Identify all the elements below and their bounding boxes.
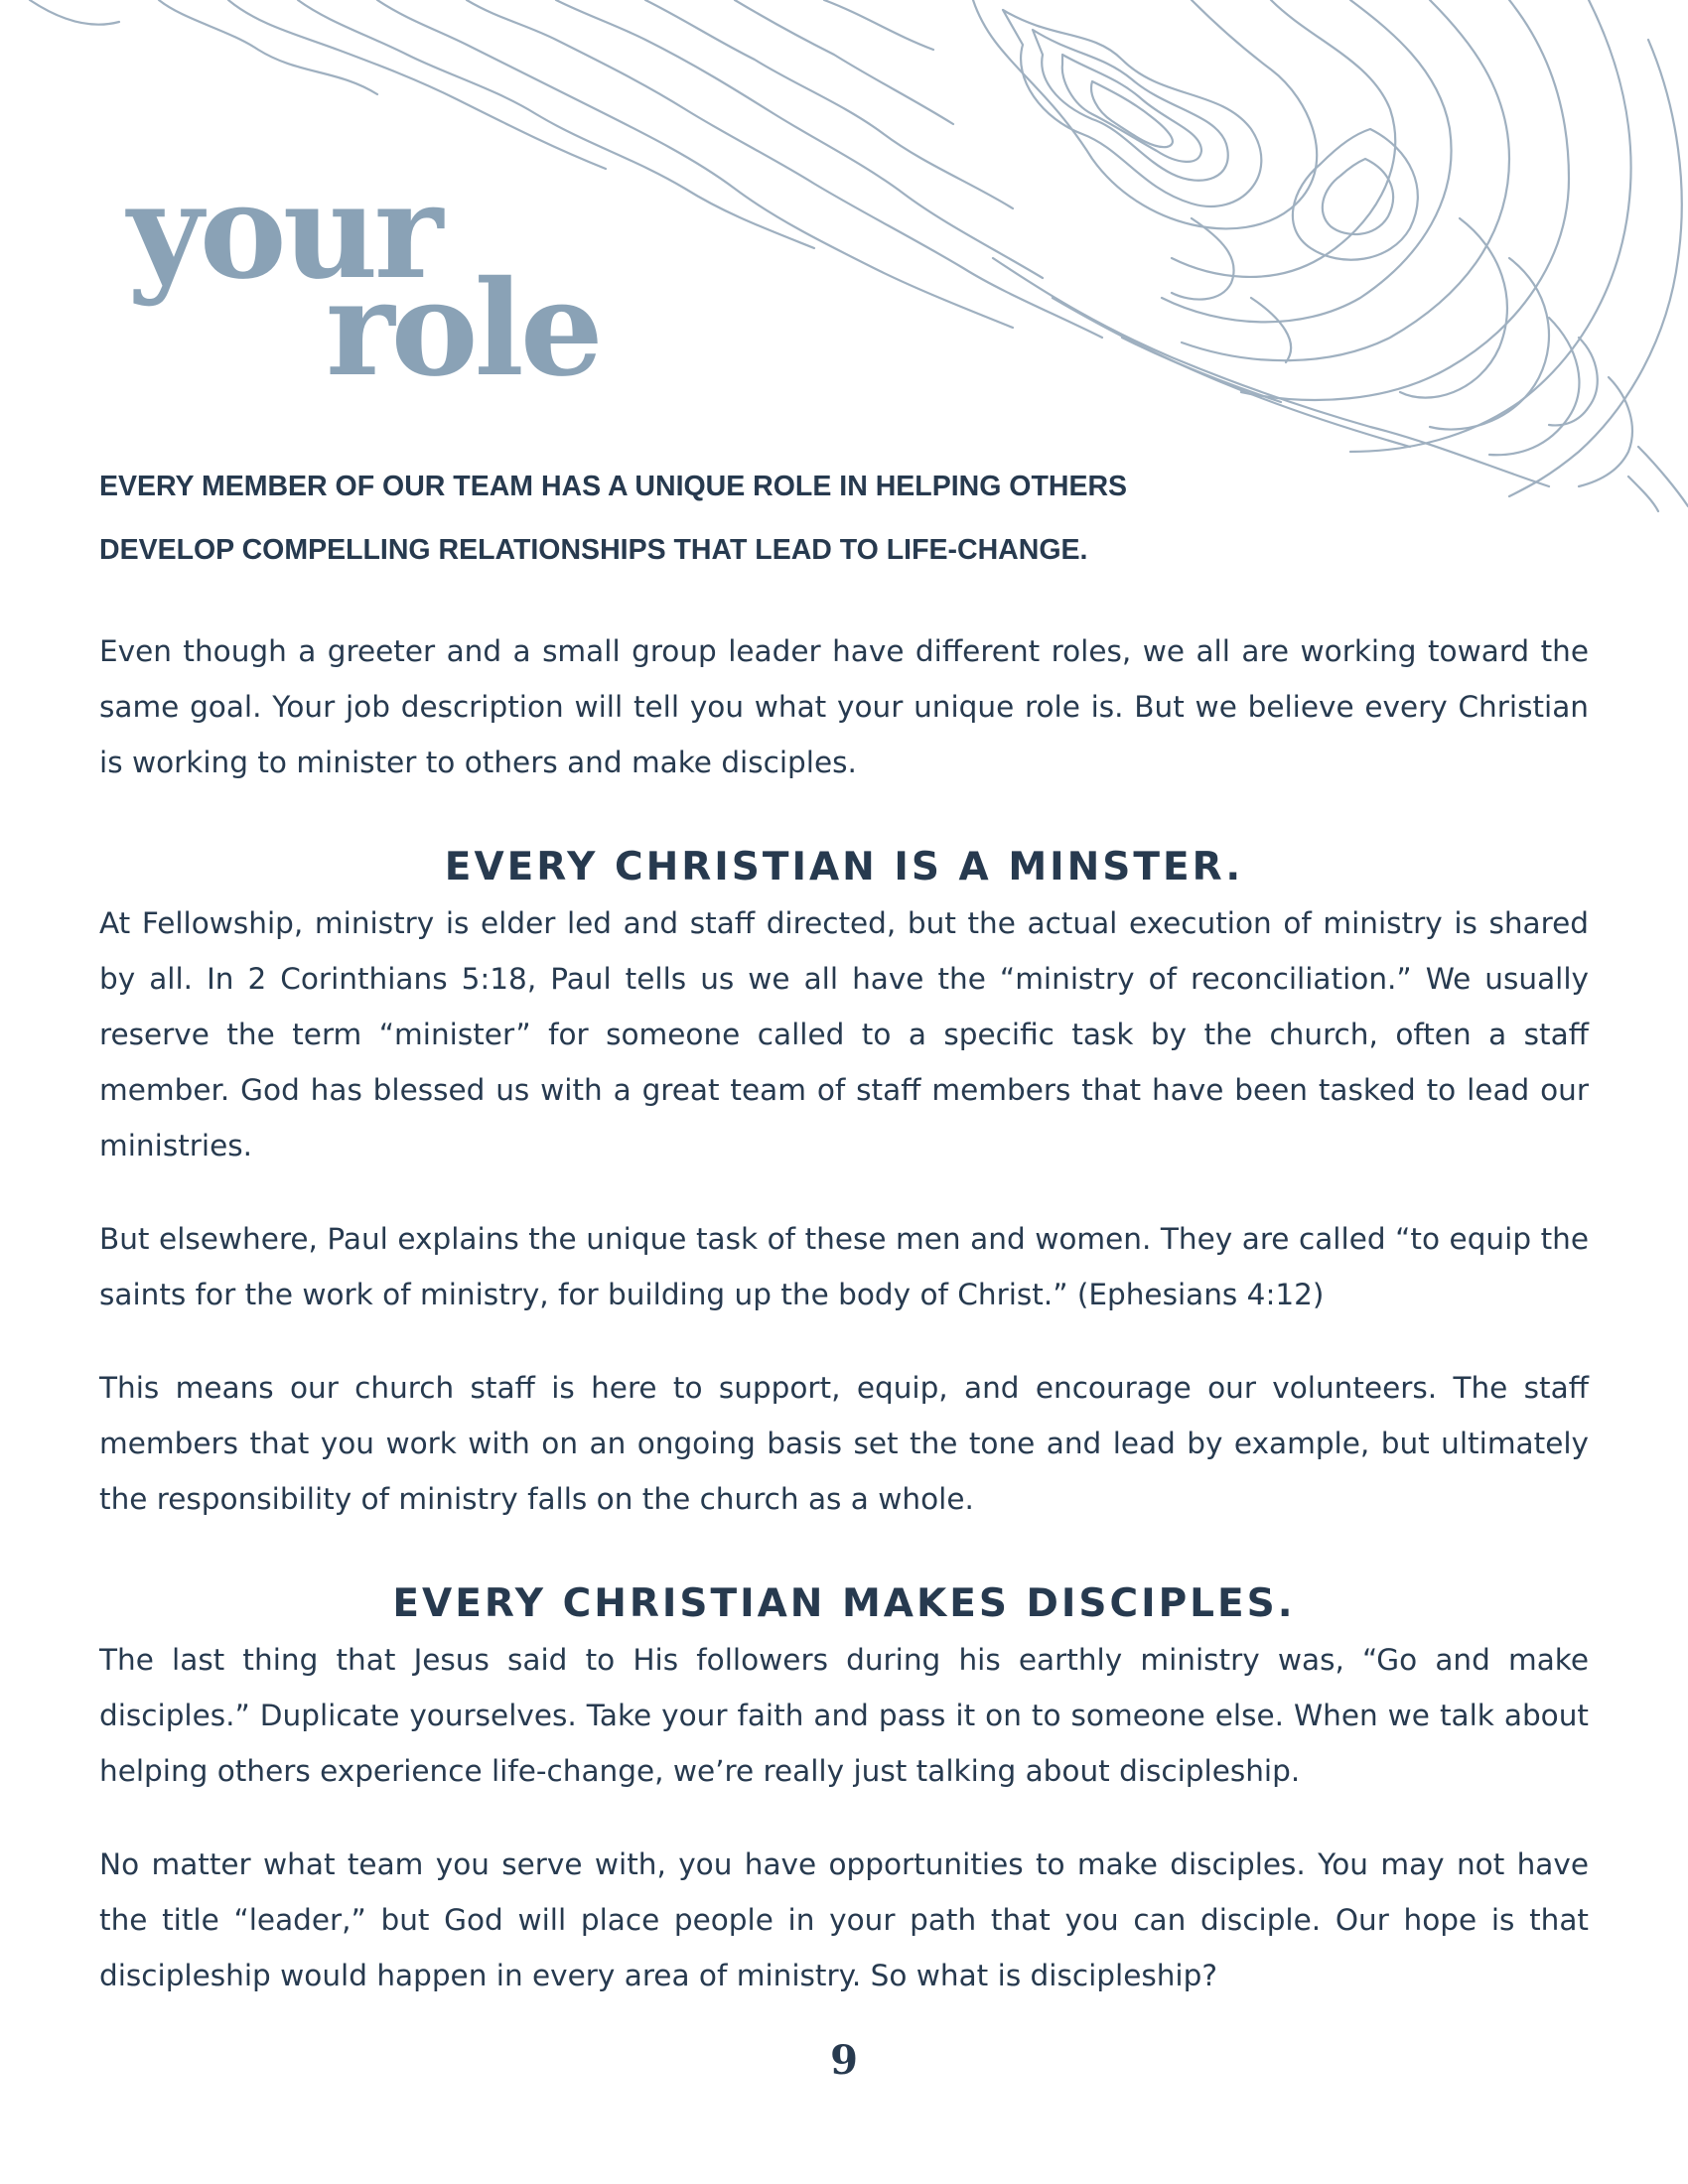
main-content [99,623,1589,2003]
opening-paragraph: Even though a greeter and a small group leader have different roles, we all are working toward the same goal. Your job description will tell you what your unique role is. But we believe every Christian is working to minister to others and make disciples. [99,634,1589,779]
intro-statement [99,455,1390,582]
section-heading-minister: EVERY CHRISTIAN IS A MINSTER. [444,845,1244,889]
intro-line-1: EVERY MEMBER OF OUR TEAM HAS A UNIQUE ROLE IN HELPING OTHERS [99,471,1128,502]
section-2-paragraph-2: No matter what team you serve with, you have opportunities to make disciples. You may not have the title “leader,” but God will place people in your path that you can disciple. Our hope is that discipleship would happen in every area of ministry. So what is discipleship? [99,1847,1589,1992]
section-1-paragraph-1: At Fellowship, ministry is elder led and staff directed, but the actual execution of ministry is shared by all. In 2 Corinthians 5:18, Paul tells us we all have the “ministry of reconciliation.” We usually reserve the term “minister” for someone called to a specific task by the church, often a staff member. God has blessed us with a great team of staff members that have been tasked to lead our ministries. [99,906,1589,1162]
section-2-paragraph-1: The last thing that Jesus said to His followers during his earthly ministry was, “Go and make disciples.” Duplicate yourselves. Take your faith and pass it on to someone else. When we talk about helping others experience life-change, we’re really just talking about discipleship. [99,1643,1589,1788]
section-heading-disciples: EVERY CHRISTIAN MAKES DISCIPLES. [392,1581,1296,1626]
intro-line-2: DEVELOP COMPELLING RELATIONSHIPS THAT LEAD TO LIFE-CHANGE. [99,534,1088,566]
section-1-paragraph-2: But elsewhere, Paul explains the unique task of these men and women. They are called “to equip the saints for the work of ministry, for building up the body of Christ.” (Ephesians 4:12) [99,1222,1589,1311]
page-number: 9 [830,2037,858,2084]
page-title-line-1: your [127,155,440,309]
section-1-paragraph-3: This means our church staff is here to support, equip, and encourage our volunteers. The staff members that you work with on an ongoing basis set the tone and lead by example, but ultimately the responsibility of ministry falls on the church as a whole. [99,1371,1589,1516]
page-title-line-2: role [326,252,600,406]
